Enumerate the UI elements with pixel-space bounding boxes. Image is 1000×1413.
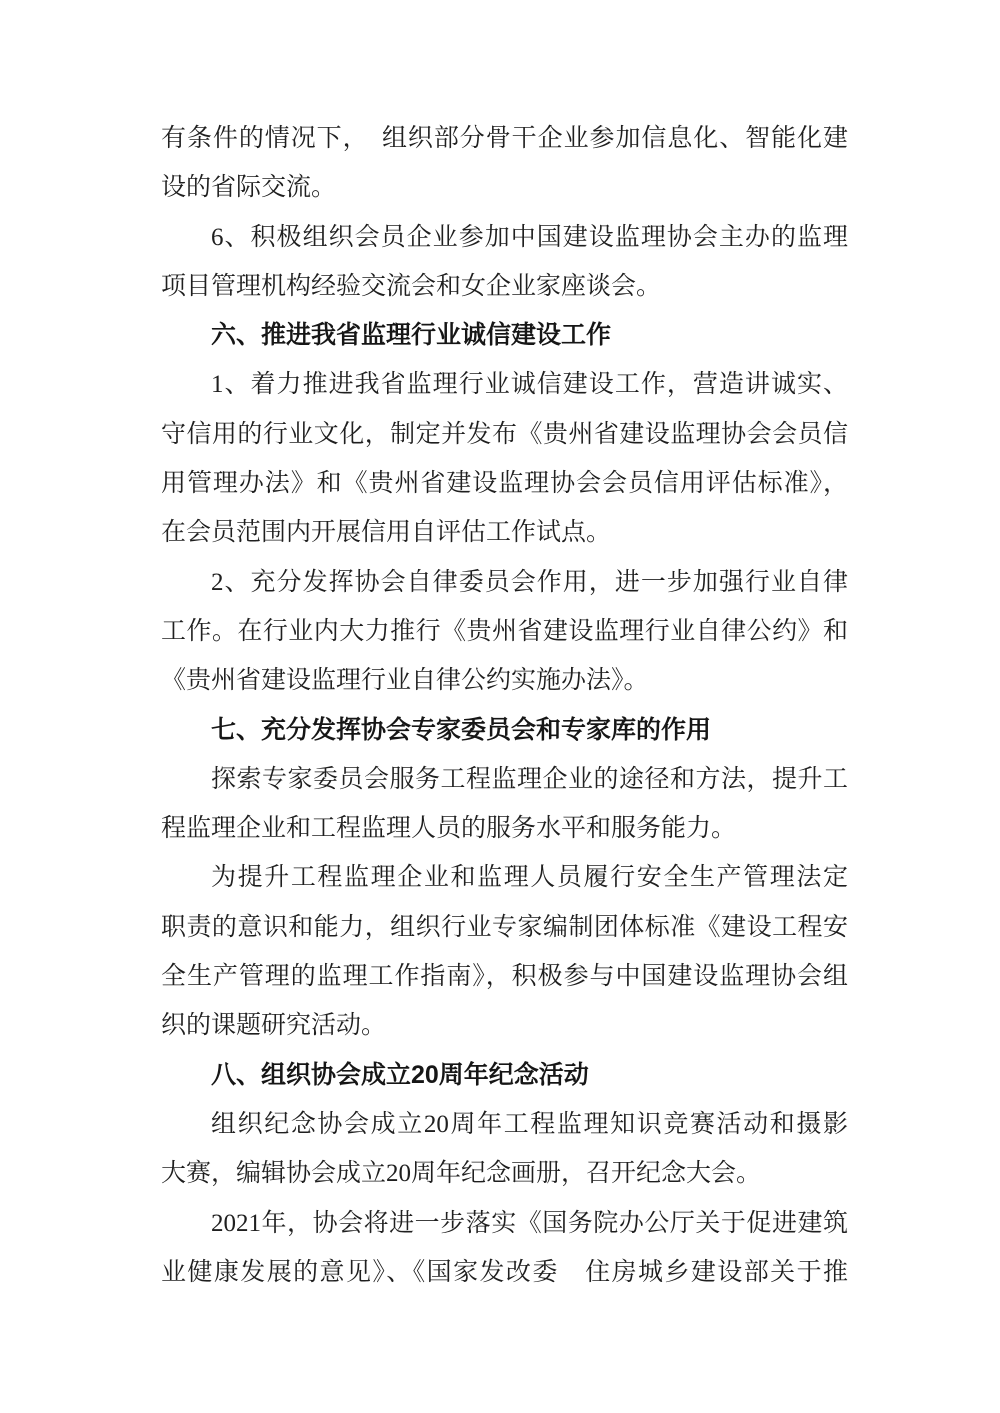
doc-line-9: 在会员范围内开展信用自评估工作试点。 bbox=[161, 519, 612, 547]
doc-line-4: 项目管理机构经验交流会和女企业家座谈会。 bbox=[161, 272, 662, 300]
doc-line-14: 探索专家委员会服务工程监理企业的途径和方法，提升工 bbox=[211, 765, 848, 793]
doc-line-8: 用管理办法》和《贵州省建设监理协会会员信用评估标准》， bbox=[161, 470, 848, 498]
doc-line-3: 6、积极组织会员企业参加中国建设监理协会主办的监理 bbox=[211, 223, 848, 251]
doc-line-19: 织的课题研究活动。 bbox=[161, 1012, 387, 1040]
doc-line-22: 大赛，编辑协会成立20周年纪念画册，召开纪念大会。 bbox=[161, 1160, 762, 1188]
doc-line-16: 为提升工程监理企业和监理人员履行安全生产管理法定 bbox=[211, 864, 848, 892]
section-heading-6: 六、推进我省监理行业诚信建设工作 bbox=[211, 321, 612, 350]
doc-line-18: 全生产管理的监理工作指南》，积极参与中国建设监理协会组 bbox=[161, 963, 848, 991]
doc-line-10: 2、充分发挥协会自律委员会作用，进一步加强行业自律 bbox=[211, 568, 848, 596]
text-block bbox=[161, 114, 848, 1297]
doc-line-11: 工作。在行业内大力推行《贵州省建设监理行业自律公约》和 bbox=[161, 617, 848, 645]
doc-line-15: 程监理企业和工程监理人员的服务水平和服务能力。 bbox=[161, 815, 737, 843]
doc-line-6: 1、着力推进我省监理行业诚信建设工作，营造讲诚实、 bbox=[211, 371, 848, 399]
section-heading-8: 八、组织协会成立20周年纪念活动 bbox=[211, 1060, 589, 1089]
doc-line-2: 设的省际交流。 bbox=[161, 174, 337, 202]
doc-line-24: 业健康发展的意见》、《国家发改委 住房城乡建设部关于推 bbox=[161, 1258, 848, 1286]
section-heading-7: 七、充分发挥协会专家委员会和专家库的作用 bbox=[211, 715, 712, 744]
doc-line-12: 《贵州省建设监理行业自律公约实施办法》。 bbox=[161, 667, 649, 695]
doc-line-17: 职责的意识和能力，组织行业专家编制团体标准《建设工程安 bbox=[161, 913, 848, 941]
doc-line-21: 组织纪念协会成立20周年工程监理知识竞赛活动和摄影 bbox=[211, 1110, 848, 1138]
doc-line-7: 守信用的行业文化，制定并发布《贵州省建设监理协会会员信 bbox=[161, 420, 848, 448]
doc-line-1: 有条件的情况下， 组织部分骨干企业参加信息化、智能化建 bbox=[161, 125, 848, 152]
doc-line-23: 2021年，协会将进一步落实《国务院办公厅关于促进建筑 bbox=[211, 1209, 848, 1237]
